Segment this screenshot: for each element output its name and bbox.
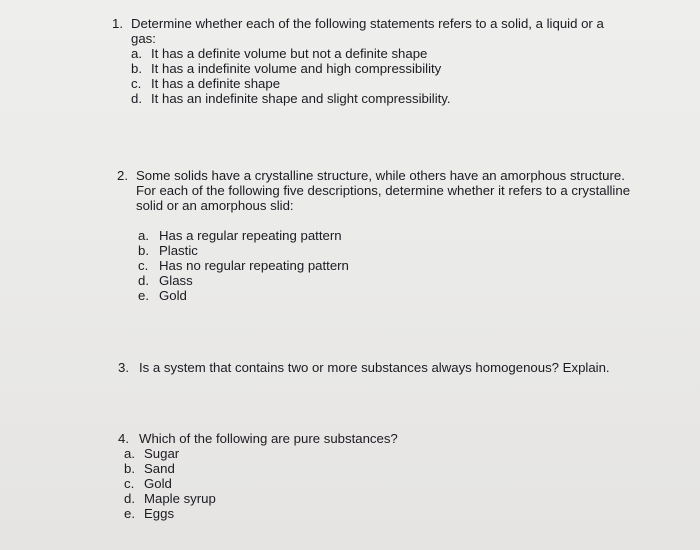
answer-list bbox=[138, 228, 637, 303]
item-letter: d. bbox=[131, 91, 142, 106]
list-item bbox=[138, 258, 637, 273]
item-letter: c. bbox=[131, 76, 142, 91]
question-stem bbox=[118, 431, 638, 446]
question-stem bbox=[118, 360, 638, 375]
question-2 bbox=[117, 168, 637, 303]
item-letter: c. bbox=[124, 476, 135, 491]
item-letter: e. bbox=[138, 288, 149, 303]
item-text: Glass bbox=[159, 273, 193, 288]
item-text: Sand bbox=[144, 461, 175, 476]
list-item bbox=[138, 243, 637, 258]
question-number: 4. bbox=[118, 431, 129, 446]
list-item bbox=[131, 91, 632, 106]
question-stem bbox=[112, 16, 632, 46]
item-letter: d. bbox=[124, 491, 135, 506]
item-text: Maple syrup bbox=[144, 491, 216, 506]
item-text: Gold bbox=[159, 288, 187, 303]
item-letter: d. bbox=[138, 273, 149, 288]
item-text: It has a definite shape bbox=[151, 76, 281, 91]
answer-list bbox=[131, 46, 632, 106]
item-letter: a. bbox=[124, 446, 135, 461]
item-letter: e. bbox=[124, 506, 135, 521]
question-text: Some solids have a crystalline structure, while others have an amorphous structure. For each of the following five descriptions, determine whether it refers to a crystalline solid or an amorphous slid: bbox=[136, 168, 631, 213]
question-text: Is a system that contains two or more substances always homogenous? Explain. bbox=[139, 360, 610, 375]
item-letter: b. bbox=[131, 61, 142, 76]
list-item bbox=[131, 61, 632, 76]
list-item bbox=[138, 273, 637, 288]
list-item bbox=[124, 476, 638, 491]
answer-list bbox=[124, 446, 638, 521]
question-text: Which of the following are pure substances? bbox=[139, 431, 398, 446]
list-item bbox=[124, 491, 638, 506]
question-text: Determine whether each of the following statements refers to a solid, a liquid or a gas: bbox=[131, 16, 604, 46]
item-text: Plastic bbox=[159, 243, 198, 258]
list-item bbox=[131, 76, 632, 91]
item-letter: a. bbox=[131, 46, 142, 61]
list-item bbox=[124, 506, 638, 521]
list-item bbox=[131, 46, 632, 61]
list-item bbox=[138, 228, 637, 243]
item-text: It has a indefinite volume and high compressibility bbox=[151, 61, 442, 76]
item-text: It has an indefinite shape and slight compressibility. bbox=[151, 91, 451, 106]
question-stem bbox=[117, 168, 637, 213]
question-number: 3. bbox=[118, 360, 129, 375]
question-1 bbox=[112, 16, 632, 106]
item-text: Gold bbox=[144, 476, 172, 491]
item-text: It has a definite volume but not a definite shape bbox=[151, 46, 428, 61]
item-letter: a. bbox=[138, 228, 149, 243]
item-text: Has no regular repeating pattern bbox=[159, 258, 349, 273]
list-item bbox=[124, 446, 638, 461]
question-3 bbox=[118, 360, 638, 375]
question-4 bbox=[118, 431, 638, 521]
question-number: 2. bbox=[117, 168, 128, 183]
item-text: Has a regular repeating pattern bbox=[159, 228, 342, 243]
list-item bbox=[138, 288, 637, 303]
item-letter: b. bbox=[138, 243, 149, 258]
item-text: Eggs bbox=[144, 506, 175, 521]
item-letter: b. bbox=[124, 461, 135, 476]
question-number: 1. bbox=[112, 16, 123, 31]
item-letter: c. bbox=[138, 258, 149, 273]
item-text: Sugar bbox=[144, 446, 180, 461]
list-item bbox=[124, 461, 638, 476]
